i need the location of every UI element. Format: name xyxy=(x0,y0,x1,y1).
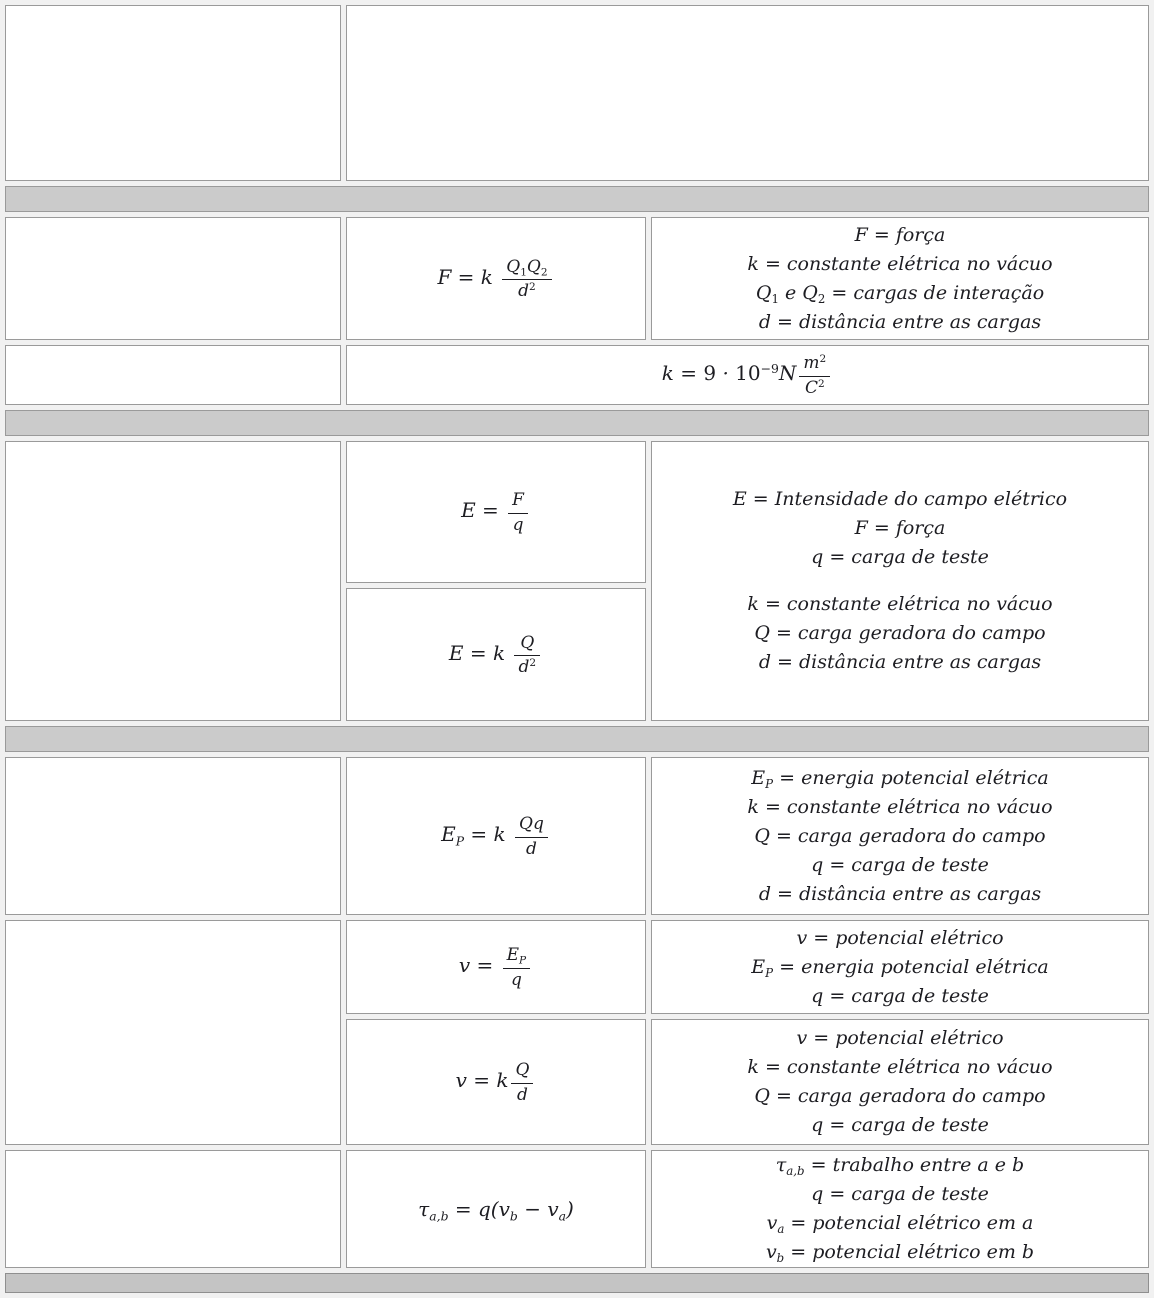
fraction: $\frac{Q}{d^2}$ xyxy=(514,634,540,677)
field-definitions xyxy=(651,441,1149,721)
definition-line: q = carga de teste xyxy=(811,1114,989,1136)
definition-line: $v_a$ = potencial elétrico em a xyxy=(766,1212,1034,1237)
electric-constant-formula: $k = 9 \cdot 10^{-9}N$ $\frac{m^2}{C^2}$ xyxy=(346,345,1149,405)
fraction: $\frac{m^2}{C^2}$ xyxy=(799,354,830,397)
fraction: $\frac{Q}{d}$ xyxy=(511,1061,533,1104)
fraction: $\frac{F}{q}$ xyxy=(508,491,528,534)
definition-line: $\tau_{a,b}$ = trabalho entre a e b xyxy=(775,1154,1025,1179)
potential-definitions-1 xyxy=(651,920,1149,1014)
definition-line: q = carga de teste xyxy=(811,853,989,876)
section-divider-cell xyxy=(5,410,1149,436)
definition-line: Q = carga geradora do campo xyxy=(754,622,1046,644)
coulomb-label-empty-cell xyxy=(5,217,341,340)
field-definitions-group-1 xyxy=(652,485,1148,572)
section-divider-cell xyxy=(5,726,1149,752)
section-divider-partial xyxy=(5,1273,1149,1293)
definition-line: d = distância entre as cargas xyxy=(758,310,1042,333)
definition-line: k = constante elétrica no vácuo xyxy=(747,1056,1053,1078)
coulomb-definitions xyxy=(651,217,1149,340)
definition-line: q = carga de teste xyxy=(811,984,989,1007)
definition-line: Q = carga geradora do campo xyxy=(754,824,1046,847)
potential-energy-label-empty-cell xyxy=(5,757,341,915)
definition-line: q = carga de teste xyxy=(811,1183,989,1205)
fraction: $\frac{Qq}{d}$ xyxy=(515,815,548,858)
potential-formula-1: v = $\frac{E_P}{q}$ xyxy=(346,920,646,1014)
definition-line: k = constante elétrica no vácuo xyxy=(747,252,1053,275)
potential-definitions-2 xyxy=(651,1019,1149,1145)
definition-line: $E_P$ = energia potencial elétrica xyxy=(751,766,1049,791)
potential-energy-formula: $E_P = k$ $\frac{Qq}{d}$ xyxy=(346,757,646,915)
coulomb-force-row xyxy=(5,217,1149,340)
field-label-empty-cell xyxy=(5,441,341,721)
electric-constant-row xyxy=(5,345,1149,405)
definition-line: $v_b$ = potencial elétrico em b xyxy=(765,1241,1035,1266)
definition-line: F = força xyxy=(854,517,946,539)
intro-right-empty-cell xyxy=(346,5,1149,181)
definition-line: $Q_1$ e $Q_2$ = cargas de interação xyxy=(755,281,1045,306)
potential-energy-definitions xyxy=(651,757,1149,915)
section-divider-electric-field xyxy=(5,410,1149,436)
definition-line: v = potencial elétrico xyxy=(796,926,1004,949)
definition-line: k = constante elétrica no vácuo xyxy=(747,795,1053,818)
potential-formula-2: v = k $\frac{Q}{d}$ xyxy=(346,1019,646,1145)
field-formula-1: E = $\frac{F}{q}$ xyxy=(346,441,646,583)
fraction: $\frac{E_P}{q}$ xyxy=(503,946,531,989)
definition-line: q = carga de teste xyxy=(811,546,989,568)
intro-left-empty-cell xyxy=(5,5,341,181)
coulomb-formula: F = k $\frac{Q_1Q_2}{d^2}$ xyxy=(346,217,646,340)
electric-potential-row-1 xyxy=(5,920,1149,1014)
field-formula-2: E = k $\frac{Q}{d^2}$ xyxy=(346,588,646,721)
definition-line: $E_P$ = energia potencial elétrica xyxy=(751,955,1049,980)
potential-label-empty-cell xyxy=(5,920,341,1145)
field-definitions-group-2 xyxy=(652,590,1148,677)
definition-line: d = distância entre as cargas xyxy=(758,651,1042,673)
work-formula: $\tau_{a,b} = q(v_b - v_a)$ xyxy=(346,1150,646,1268)
section-divider-potential xyxy=(5,726,1149,752)
definition-line: Q = carga geradora do campo xyxy=(754,1085,1046,1107)
definition-line: k = constante elétrica no vácuo xyxy=(747,593,1053,615)
section-divider-cell xyxy=(5,186,1149,212)
definition-line: F = força xyxy=(854,223,946,246)
potential-energy-row xyxy=(5,757,1149,915)
definition-line: d = distância entre as cargas xyxy=(758,882,1042,905)
section-divider-cell xyxy=(5,1273,1149,1293)
definition-line: E = Intensidade do campo elétrico xyxy=(732,488,1068,510)
fraction: $\frac{Q_1Q_2}{d^2}$ xyxy=(502,258,551,301)
constant-label-empty-cell xyxy=(5,345,341,405)
work-label-empty-cell xyxy=(5,1150,341,1268)
work-row xyxy=(5,1150,1149,1268)
definition-line: v = potencial elétrico xyxy=(796,1027,1004,1049)
electric-field-row-1 xyxy=(5,441,1149,583)
section-divider-coulomb xyxy=(5,186,1149,212)
intro-row xyxy=(5,5,1149,181)
work-definitions xyxy=(651,1150,1149,1268)
